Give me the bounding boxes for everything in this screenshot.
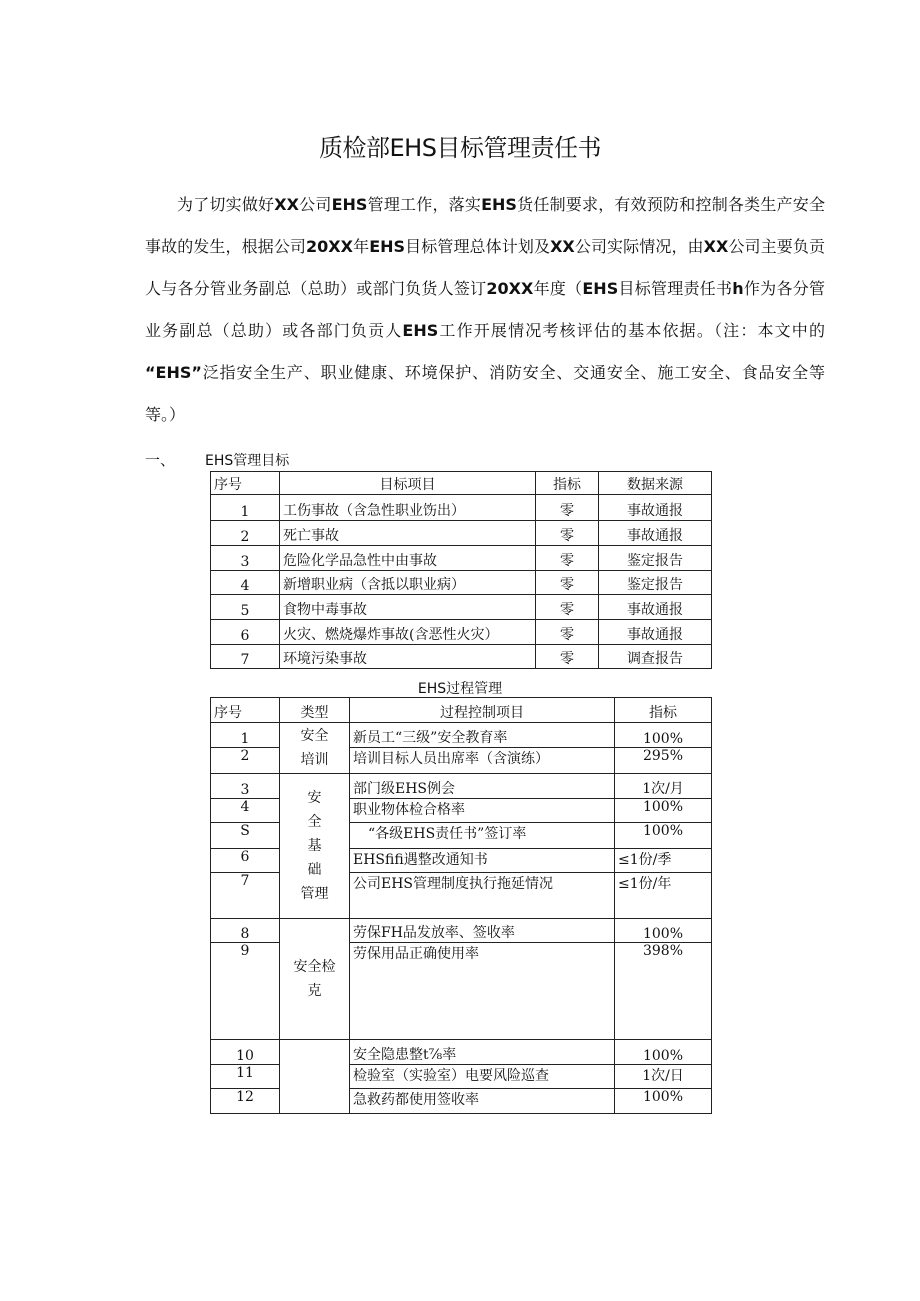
cell-target: 零: [536, 571, 599, 595]
cell-source: 调查报告: [599, 645, 712, 669]
cell-seq: 1: [211, 495, 280, 521]
section-1-label: EHS管理目标: [205, 453, 290, 469]
cell-item: 食物中毒事故: [280, 595, 536, 620]
cell-item: 死亡事故: [280, 521, 536, 546]
cell-target: ≤1份/年: [615, 873, 712, 919]
cell-item: 检验室（实验室）电要风险巡查: [350, 1065, 615, 1089]
table-row: [211, 645, 712, 669]
cell-item: 新增职业病（含抵以职业病）: [280, 571, 536, 595]
table-header-row: [211, 472, 712, 495]
intro-line-3: 人与各分管业务副总（总助）或部门负货人签订20XX年度（EHS目标管理责任书h作为各分管: [145, 279, 825, 298]
table-row: [211, 571, 712, 595]
cell-item: 劳保用品正确使用率: [350, 943, 615, 1040]
cell-item: EHSfifi遇整改通知书: [350, 849, 615, 873]
table-row: [211, 595, 712, 620]
cell-target: 100%: [615, 1040, 712, 1065]
cell-source: 事故通报: [599, 620, 712, 645]
cell-target: 100%: [615, 1089, 712, 1114]
cell-type: [280, 1040, 350, 1114]
cell-seq: 9: [211, 943, 280, 1040]
header-cell: 序号: [211, 472, 280, 495]
header-cell: 序号: [211, 698, 280, 723]
cell-type: 安全 培训: [280, 723, 350, 774]
cell-target: 100%: [615, 823, 712, 849]
table-row: [211, 723, 712, 748]
cell-source: 事故通报: [599, 595, 712, 620]
section-1-heading: [145, 449, 289, 470]
cell-item: 职业物体检合格率: [350, 799, 615, 823]
cell-seq: 3: [211, 774, 280, 799]
cell-target: 100%: [615, 919, 712, 943]
cell-seq: 3: [211, 546, 280, 571]
cell-seq: 1: [211, 723, 280, 748]
header-cell: 数据来源: [599, 472, 712, 495]
cell-item: 劳保FH品发放率、签收率: [350, 919, 615, 943]
cell-source: 鉴定报告: [599, 571, 712, 595]
table-row: [211, 546, 712, 571]
cell-item: 培训目标人员出席率（含演练）: [350, 748, 615, 774]
ehs-process-table: [210, 697, 712, 1114]
intro-line-4: 业务副总（总助）或各部门负贡人EHS工作开展情况考核评估的基本依据。（注：本文中的: [145, 321, 825, 340]
cell-type: 安全检 克: [280, 919, 350, 1040]
table-row: [211, 1040, 712, 1065]
cell-seq: 10: [211, 1040, 280, 1065]
intro-line-1: 为了切实做好XX公司EHS管理工作，落实EHS货任制要求，有效预防和控制各类生产安全: [177, 195, 825, 214]
section-2-caption: EHS过程管理: [417, 681, 503, 697]
cell-type: 安 全 基 础 管理: [280, 774, 350, 919]
intro-paragraph: [145, 184, 825, 436]
cell-item: 安全隐患整t⅞率: [350, 1040, 615, 1065]
intro-line-6: 等。）: [145, 405, 186, 424]
table-row: [211, 774, 712, 799]
intro-line-5: “EHS”泛指安全生产、职业健康、环境保护、消防安全、交通安全、施工安全、食品安全等: [145, 363, 825, 382]
cell-item: 急救药都使用签收率: [350, 1089, 615, 1114]
cell-seq: S: [211, 823, 280, 849]
cell-target: 100%: [615, 799, 712, 823]
cell-target: 295%: [615, 748, 712, 774]
cell-target: 零: [536, 620, 599, 645]
cell-seq: 12: [211, 1089, 280, 1114]
cell-item: 危险化学品急性中由事故: [280, 546, 536, 571]
intro-line-2: 事故的发生，根据公司20XX年EHS目标管理总体计划及XX公司实际情况，由XX公司主要负贡: [145, 237, 825, 256]
cell-target: 1次/日: [615, 1065, 712, 1089]
cell-target: 零: [536, 521, 599, 546]
cell-seq: 8: [211, 919, 280, 943]
ehs-goals-table: [210, 471, 712, 669]
cell-target: 零: [536, 645, 599, 669]
cell-seq: 4: [211, 799, 280, 823]
cell-item: 新员工“三级”安全教育率: [350, 723, 615, 748]
cell-seq: 2: [211, 521, 280, 546]
cell-source: 事故通报: [599, 495, 712, 521]
header-cell: 指标: [615, 698, 712, 723]
cell-seq: 11: [211, 1065, 280, 1089]
cell-target: 零: [536, 595, 599, 620]
cell-item: 部门级EHS例会: [350, 774, 615, 799]
cell-seq: 5: [211, 595, 280, 620]
cell-target: 零: [536, 495, 599, 521]
cell-item: 环境污染事故: [280, 645, 536, 669]
cell-seq: 4: [211, 571, 280, 595]
header-cell: 类型: [280, 698, 350, 723]
cell-source: 鉴定报告: [599, 546, 712, 571]
cell-target: 100%: [615, 723, 712, 748]
table-row: [211, 919, 712, 943]
section-1-number: 一、: [145, 451, 176, 469]
header-cell: 目标项目: [280, 472, 536, 495]
table-row: [211, 620, 712, 645]
cell-seq: 7: [211, 873, 280, 919]
cell-seq: 6: [211, 620, 280, 645]
cell-target: ≤1份/季: [615, 849, 712, 873]
cell-item: 公司EHS管理制度执行拖延情况: [350, 873, 615, 919]
cell-item: 工伤事故（含急性职业饬出）: [280, 495, 536, 521]
cell-seq: 7: [211, 645, 280, 669]
header-cell: 指标: [536, 472, 599, 495]
cell-item: 火灾、燃烧爆炸事故(含恶性火灾）: [280, 620, 536, 645]
table-row: [211, 495, 712, 521]
header-cell: 过程控制项目: [350, 698, 615, 723]
document-title: 质检部EHS目标管理责任书: [319, 134, 601, 162]
cell-target: 398%: [615, 943, 712, 1040]
cell-target: 零: [536, 546, 599, 571]
table-header-row: [211, 698, 712, 723]
cell-item: “各级EHS责任书”签订率: [350, 823, 615, 849]
cell-seq: 6: [211, 849, 280, 873]
table-row: [211, 521, 712, 546]
cell-seq: 2: [211, 748, 280, 774]
cell-source: 事故通报: [599, 521, 712, 546]
cell-target: 1次/月: [615, 774, 712, 799]
